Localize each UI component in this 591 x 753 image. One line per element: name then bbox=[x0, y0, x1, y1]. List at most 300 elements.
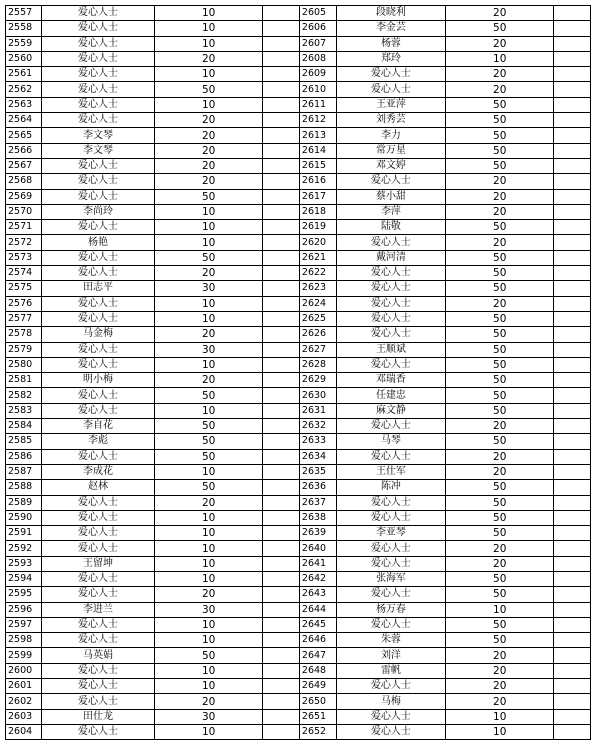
left-donor-name-cell: 李成花 bbox=[41, 464, 155, 479]
right-amount-cell: 20 bbox=[446, 204, 554, 219]
right-amount-cell: 20 bbox=[446, 556, 554, 571]
left-note-cell bbox=[263, 541, 300, 556]
right-amount-cell: 50 bbox=[446, 113, 554, 128]
right-note-cell bbox=[554, 633, 591, 648]
table-row bbox=[6, 21, 591, 36]
right-note-cell bbox=[554, 724, 591, 739]
table-row bbox=[6, 82, 591, 97]
left-donor-name-cell: 李文琴 bbox=[41, 128, 155, 143]
left-note-cell bbox=[263, 250, 300, 265]
table-row bbox=[6, 281, 591, 296]
right-amount-cell: 50 bbox=[446, 388, 554, 403]
right-amount-cell: 10 bbox=[446, 724, 554, 739]
left-serial-number-cell: 2592 bbox=[6, 541, 42, 556]
table-row bbox=[6, 587, 591, 602]
left-note-cell bbox=[263, 357, 300, 372]
table-row bbox=[6, 709, 591, 724]
table-row bbox=[6, 495, 591, 510]
right-note-cell bbox=[554, 679, 591, 694]
table-row bbox=[6, 174, 591, 189]
left-donor-name-cell: 赵林 bbox=[41, 480, 155, 495]
table-row bbox=[6, 97, 591, 112]
table-row bbox=[6, 724, 591, 739]
left-donor-name-cell: 马英娟 bbox=[41, 648, 155, 663]
left-serial-number-cell: 2604 bbox=[6, 724, 42, 739]
right-note-cell bbox=[554, 510, 591, 525]
left-donor-name-cell: 爱心人士 bbox=[41, 663, 155, 678]
right-serial-number-cell: 2642 bbox=[299, 571, 336, 586]
right-amount-cell: 10 bbox=[446, 51, 554, 66]
left-note-cell bbox=[263, 403, 300, 418]
left-donor-name-cell: 爱心人士 bbox=[41, 311, 155, 326]
left-amount-cell: 10 bbox=[155, 357, 263, 372]
right-donor-name-cell: 雷帆 bbox=[336, 663, 446, 678]
table-row bbox=[6, 663, 591, 678]
right-note-cell bbox=[554, 174, 591, 189]
left-amount-cell: 20 bbox=[155, 495, 263, 510]
left-donor-name-cell: 爱心人士 bbox=[41, 510, 155, 525]
right-note-cell bbox=[554, 403, 591, 418]
right-amount-cell: 50 bbox=[446, 250, 554, 265]
left-amount-cell: 20 bbox=[155, 327, 263, 342]
right-serial-number-cell: 2608 bbox=[299, 51, 336, 66]
table-row bbox=[6, 633, 591, 648]
left-donor-name-cell: 爱心人士 bbox=[41, 633, 155, 648]
right-serial-number-cell: 2652 bbox=[299, 724, 336, 739]
right-serial-number-cell: 2623 bbox=[299, 281, 336, 296]
table-row bbox=[6, 434, 591, 449]
left-amount-cell: 50 bbox=[155, 419, 263, 434]
right-amount-cell: 20 bbox=[446, 541, 554, 556]
left-donor-name-cell: 爱心人士 bbox=[41, 158, 155, 173]
left-donor-name-cell: 爱心人士 bbox=[41, 220, 155, 235]
left-donor-name-cell: 爱心人士 bbox=[41, 189, 155, 204]
left-amount-cell: 10 bbox=[155, 633, 263, 648]
right-amount-cell: 20 bbox=[446, 36, 554, 51]
left-serial-number-cell: 2602 bbox=[6, 694, 42, 709]
left-note-cell bbox=[263, 281, 300, 296]
left-serial-number-cell: 2577 bbox=[6, 311, 42, 326]
left-note-cell bbox=[263, 510, 300, 525]
right-amount-cell: 50 bbox=[446, 21, 554, 36]
left-donor-name-cell: 爱心人士 bbox=[41, 296, 155, 311]
right-donor-name-cell: 李金芸 bbox=[336, 21, 446, 36]
left-amount-cell: 50 bbox=[155, 480, 263, 495]
right-note-cell bbox=[554, 709, 591, 724]
left-serial-number-cell: 2581 bbox=[6, 373, 42, 388]
right-note-cell bbox=[554, 21, 591, 36]
left-note-cell bbox=[263, 602, 300, 617]
donation-table bbox=[5, 5, 591, 740]
left-donor-name-cell: 爱心人士 bbox=[41, 388, 155, 403]
left-amount-cell: 50 bbox=[155, 388, 263, 403]
right-note-cell bbox=[554, 281, 591, 296]
left-note-cell bbox=[263, 449, 300, 464]
table-row bbox=[6, 113, 591, 128]
right-amount-cell: 50 bbox=[446, 220, 554, 235]
right-note-cell bbox=[554, 128, 591, 143]
right-amount-cell: 50 bbox=[446, 403, 554, 418]
left-amount-cell: 50 bbox=[155, 434, 263, 449]
table-row bbox=[6, 388, 591, 403]
left-donor-name-cell: 田仕龙 bbox=[41, 709, 155, 724]
right-note-cell bbox=[554, 617, 591, 632]
right-serial-number-cell: 2611 bbox=[299, 97, 336, 112]
right-amount-cell: 50 bbox=[446, 158, 554, 173]
right-donor-name-cell: 刘洋 bbox=[336, 648, 446, 663]
right-donor-name-cell: 爱心人士 bbox=[336, 709, 446, 724]
right-donor-name-cell: 段晓利 bbox=[336, 6, 446, 21]
table-row bbox=[6, 480, 591, 495]
right-note-cell bbox=[554, 266, 591, 281]
left-donor-name-cell: 爱心人士 bbox=[41, 250, 155, 265]
table-row bbox=[6, 143, 591, 158]
table-row bbox=[6, 617, 591, 632]
right-amount-cell: 50 bbox=[446, 327, 554, 342]
left-serial-number-cell: 2590 bbox=[6, 510, 42, 525]
table-row bbox=[6, 373, 591, 388]
left-serial-number-cell: 2563 bbox=[6, 97, 42, 112]
left-serial-number-cell: 2585 bbox=[6, 434, 42, 449]
left-amount-cell: 30 bbox=[155, 281, 263, 296]
left-amount-cell: 10 bbox=[155, 556, 263, 571]
right-serial-number-cell: 2622 bbox=[299, 266, 336, 281]
right-serial-number-cell: 2636 bbox=[299, 480, 336, 495]
left-serial-number-cell: 2593 bbox=[6, 556, 42, 571]
left-amount-cell: 20 bbox=[155, 174, 263, 189]
right-amount-cell: 50 bbox=[446, 480, 554, 495]
right-amount-cell: 50 bbox=[446, 434, 554, 449]
right-amount-cell: 20 bbox=[446, 449, 554, 464]
right-donor-name-cell: 爱心人士 bbox=[336, 235, 446, 250]
table-row bbox=[6, 189, 591, 204]
left-amount-cell: 50 bbox=[155, 250, 263, 265]
right-note-cell bbox=[554, 419, 591, 434]
right-serial-number-cell: 2630 bbox=[299, 388, 336, 403]
right-donor-name-cell: 爱心人士 bbox=[336, 67, 446, 82]
left-serial-number-cell: 2591 bbox=[6, 526, 42, 541]
right-note-cell bbox=[554, 342, 591, 357]
right-amount-cell: 50 bbox=[446, 357, 554, 372]
right-note-cell bbox=[554, 311, 591, 326]
left-note-cell bbox=[263, 419, 300, 434]
left-serial-number-cell: 2583 bbox=[6, 403, 42, 418]
right-donor-name-cell: 爱心人士 bbox=[336, 357, 446, 372]
right-donor-name-cell: 爱心人士 bbox=[336, 556, 446, 571]
left-donor-name-cell: 爱心人士 bbox=[41, 113, 155, 128]
left-serial-number-cell: 2574 bbox=[6, 266, 42, 281]
right-amount-cell: 20 bbox=[446, 694, 554, 709]
right-serial-number-cell: 2650 bbox=[299, 694, 336, 709]
left-note-cell bbox=[263, 480, 300, 495]
right-amount-cell: 50 bbox=[446, 311, 554, 326]
left-note-cell bbox=[263, 266, 300, 281]
left-serial-number-cell: 2600 bbox=[6, 663, 42, 678]
left-amount-cell: 20 bbox=[155, 128, 263, 143]
right-serial-number-cell: 2614 bbox=[299, 143, 336, 158]
table-row bbox=[6, 526, 591, 541]
left-amount-cell: 20 bbox=[155, 143, 263, 158]
right-donor-name-cell: 张海军 bbox=[336, 571, 446, 586]
right-note-cell bbox=[554, 51, 591, 66]
right-donor-name-cell: 爱心人士 bbox=[336, 174, 446, 189]
left-donor-name-cell: 李进兰 bbox=[41, 602, 155, 617]
right-donor-name-cell: 马梅 bbox=[336, 694, 446, 709]
left-serial-number-cell: 2599 bbox=[6, 648, 42, 663]
right-donor-name-cell: 爱心人士 bbox=[336, 617, 446, 632]
left-serial-number-cell: 2566 bbox=[6, 143, 42, 158]
left-serial-number-cell: 2564 bbox=[6, 113, 42, 128]
left-serial-number-cell: 2576 bbox=[6, 296, 42, 311]
left-serial-number-cell: 2598 bbox=[6, 633, 42, 648]
left-donor-name-cell: 杨艳 bbox=[41, 235, 155, 250]
left-donor-name-cell: 爱心人士 bbox=[41, 495, 155, 510]
table-row bbox=[6, 602, 591, 617]
right-serial-number-cell: 2632 bbox=[299, 419, 336, 434]
right-note-cell bbox=[554, 571, 591, 586]
right-note-cell bbox=[554, 464, 591, 479]
left-note-cell bbox=[263, 82, 300, 97]
right-donor-name-cell: 爱心人士 bbox=[336, 495, 446, 510]
right-note-cell bbox=[554, 67, 591, 82]
left-note-cell bbox=[263, 143, 300, 158]
right-donor-name-cell: 常万星 bbox=[336, 143, 446, 158]
left-donor-name-cell: 马金梅 bbox=[41, 327, 155, 342]
right-serial-number-cell: 2616 bbox=[299, 174, 336, 189]
right-donor-name-cell: 杨万春 bbox=[336, 602, 446, 617]
right-donor-name-cell: 爱心人士 bbox=[336, 281, 446, 296]
right-serial-number-cell: 2605 bbox=[299, 6, 336, 21]
left-serial-number-cell: 2570 bbox=[6, 204, 42, 219]
right-amount-cell: 50 bbox=[446, 266, 554, 281]
left-donor-name-cell: 爱心人士 bbox=[41, 342, 155, 357]
left-amount-cell: 10 bbox=[155, 67, 263, 82]
table-row bbox=[6, 158, 591, 173]
left-note-cell bbox=[263, 158, 300, 173]
left-serial-number-cell: 2562 bbox=[6, 82, 42, 97]
right-donor-name-cell: 麻文静 bbox=[336, 403, 446, 418]
left-donor-name-cell: 爱心人士 bbox=[41, 587, 155, 602]
right-serial-number-cell: 2644 bbox=[299, 602, 336, 617]
right-note-cell bbox=[554, 480, 591, 495]
left-note-cell bbox=[263, 556, 300, 571]
right-serial-number-cell: 2615 bbox=[299, 158, 336, 173]
right-amount-cell: 50 bbox=[446, 97, 554, 112]
left-note-cell bbox=[263, 6, 300, 21]
left-note-cell bbox=[263, 128, 300, 143]
right-serial-number-cell: 2627 bbox=[299, 342, 336, 357]
table-row bbox=[6, 403, 591, 418]
left-donor-name-cell: 李彪 bbox=[41, 434, 155, 449]
left-note-cell bbox=[263, 587, 300, 602]
left-serial-number-cell: 2557 bbox=[6, 6, 42, 21]
table-row bbox=[6, 342, 591, 357]
left-amount-cell: 20 bbox=[155, 587, 263, 602]
left-serial-number-cell: 2569 bbox=[6, 189, 42, 204]
right-note-cell bbox=[554, 158, 591, 173]
right-amount-cell: 20 bbox=[446, 464, 554, 479]
left-note-cell bbox=[263, 617, 300, 632]
table-row bbox=[6, 327, 591, 342]
left-donor-name-cell: 李文琴 bbox=[41, 143, 155, 158]
left-note-cell bbox=[263, 327, 300, 342]
right-amount-cell: 20 bbox=[446, 235, 554, 250]
left-serial-number-cell: 2579 bbox=[6, 342, 42, 357]
left-donor-name-cell: 李自花 bbox=[41, 419, 155, 434]
right-serial-number-cell: 2626 bbox=[299, 327, 336, 342]
left-amount-cell: 10 bbox=[155, 571, 263, 586]
table-row bbox=[6, 204, 591, 219]
left-note-cell bbox=[263, 526, 300, 541]
left-serial-number-cell: 2603 bbox=[6, 709, 42, 724]
right-note-cell bbox=[554, 327, 591, 342]
left-note-cell bbox=[263, 189, 300, 204]
left-amount-cell: 10 bbox=[155, 526, 263, 541]
right-amount-cell: 10 bbox=[446, 709, 554, 724]
left-donor-name-cell: 爱心人士 bbox=[41, 541, 155, 556]
left-serial-number-cell: 2588 bbox=[6, 480, 42, 495]
right-donor-name-cell: 爱心人士 bbox=[336, 419, 446, 434]
right-amount-cell: 50 bbox=[446, 342, 554, 357]
table-row bbox=[6, 220, 591, 235]
right-note-cell bbox=[554, 434, 591, 449]
right-note-cell bbox=[554, 541, 591, 556]
table-row bbox=[6, 36, 591, 51]
left-donor-name-cell: 爱心人士 bbox=[41, 694, 155, 709]
right-amount-cell: 50 bbox=[446, 633, 554, 648]
left-serial-number-cell: 2589 bbox=[6, 495, 42, 510]
right-serial-number-cell: 2619 bbox=[299, 220, 336, 235]
left-donor-name-cell: 爱心人士 bbox=[41, 449, 155, 464]
table-row bbox=[6, 357, 591, 372]
left-serial-number-cell: 2594 bbox=[6, 571, 42, 586]
right-note-cell bbox=[554, 556, 591, 571]
table-row bbox=[6, 419, 591, 434]
right-note-cell bbox=[554, 250, 591, 265]
right-amount-cell: 20 bbox=[446, 648, 554, 663]
left-amount-cell: 20 bbox=[155, 694, 263, 709]
left-amount-cell: 10 bbox=[155, 541, 263, 556]
right-amount-cell: 50 bbox=[446, 526, 554, 541]
left-serial-number-cell: 2587 bbox=[6, 464, 42, 479]
left-donor-name-cell: 爱心人士 bbox=[41, 82, 155, 97]
left-serial-number-cell: 2578 bbox=[6, 327, 42, 342]
left-note-cell bbox=[263, 311, 300, 326]
right-note-cell bbox=[554, 602, 591, 617]
right-serial-number-cell: 2641 bbox=[299, 556, 336, 571]
right-serial-number-cell: 2606 bbox=[299, 21, 336, 36]
right-note-cell bbox=[554, 296, 591, 311]
right-serial-number-cell: 2638 bbox=[299, 510, 336, 525]
table-row bbox=[6, 311, 591, 326]
right-note-cell bbox=[554, 204, 591, 219]
left-amount-cell: 10 bbox=[155, 6, 263, 21]
right-note-cell bbox=[554, 663, 591, 678]
right-amount-cell: 20 bbox=[446, 189, 554, 204]
left-serial-number-cell: 2586 bbox=[6, 449, 42, 464]
left-amount-cell: 10 bbox=[155, 296, 263, 311]
table-row bbox=[6, 449, 591, 464]
right-donor-name-cell: 邓文婷 bbox=[336, 158, 446, 173]
left-amount-cell: 20 bbox=[155, 373, 263, 388]
right-serial-number-cell: 2629 bbox=[299, 373, 336, 388]
left-serial-number-cell: 2573 bbox=[6, 250, 42, 265]
left-amount-cell: 10 bbox=[155, 220, 263, 235]
right-amount-cell: 20 bbox=[446, 679, 554, 694]
right-serial-number-cell: 2635 bbox=[299, 464, 336, 479]
right-serial-number-cell: 2621 bbox=[299, 250, 336, 265]
left-donor-name-cell: 爱心人士 bbox=[41, 526, 155, 541]
left-amount-cell: 20 bbox=[155, 51, 263, 66]
table-row bbox=[6, 250, 591, 265]
right-serial-number-cell: 2647 bbox=[299, 648, 336, 663]
left-amount-cell: 10 bbox=[155, 97, 263, 112]
right-donor-name-cell: 任建忠 bbox=[336, 388, 446, 403]
left-donor-name-cell: 爱心人士 bbox=[41, 36, 155, 51]
left-donor-name-cell: 明小梅 bbox=[41, 373, 155, 388]
right-note-cell bbox=[554, 113, 591, 128]
right-serial-number-cell: 2651 bbox=[299, 709, 336, 724]
right-amount-cell: 20 bbox=[446, 67, 554, 82]
left-note-cell bbox=[263, 694, 300, 709]
table-row bbox=[6, 571, 591, 586]
right-donor-name-cell: 王顺斌 bbox=[336, 342, 446, 357]
right-donor-name-cell: 王仕军 bbox=[336, 464, 446, 479]
right-donor-name-cell: 刘秀芸 bbox=[336, 113, 446, 128]
left-donor-name-cell: 王留坤 bbox=[41, 556, 155, 571]
right-note-cell bbox=[554, 526, 591, 541]
table-row bbox=[6, 679, 591, 694]
left-note-cell bbox=[263, 724, 300, 739]
left-note-cell bbox=[263, 633, 300, 648]
right-amount-cell: 50 bbox=[446, 510, 554, 525]
right-serial-number-cell: 2620 bbox=[299, 235, 336, 250]
left-serial-number-cell: 2559 bbox=[6, 36, 42, 51]
right-amount-cell: 50 bbox=[446, 587, 554, 602]
right-donor-name-cell: 爱心人士 bbox=[336, 327, 446, 342]
left-serial-number-cell: 2595 bbox=[6, 587, 42, 602]
right-serial-number-cell: 2640 bbox=[299, 541, 336, 556]
left-donor-name-cell: 爱心人士 bbox=[41, 51, 155, 66]
right-donor-name-cell: 爱心人士 bbox=[336, 587, 446, 602]
right-donor-name-cell: 陈冲 bbox=[336, 480, 446, 495]
right-note-cell bbox=[554, 36, 591, 51]
left-note-cell bbox=[263, 679, 300, 694]
right-note-cell bbox=[554, 373, 591, 388]
right-donor-name-cell: 李亚琴 bbox=[336, 526, 446, 541]
right-note-cell bbox=[554, 694, 591, 709]
table-row bbox=[6, 556, 591, 571]
right-donor-name-cell: 爱心人士 bbox=[336, 296, 446, 311]
left-note-cell bbox=[263, 495, 300, 510]
left-donor-name-cell: 爱心人士 bbox=[41, 357, 155, 372]
left-note-cell bbox=[263, 434, 300, 449]
table-row bbox=[6, 510, 591, 525]
right-donor-name-cell: 爱心人士 bbox=[336, 266, 446, 281]
right-amount-cell: 50 bbox=[446, 495, 554, 510]
right-donor-name-cell: 陆敬 bbox=[336, 220, 446, 235]
right-amount-cell: 20 bbox=[446, 174, 554, 189]
left-serial-number-cell: 2565 bbox=[6, 128, 42, 143]
right-serial-number-cell: 2648 bbox=[299, 663, 336, 678]
right-donor-name-cell: 爱心人士 bbox=[336, 449, 446, 464]
right-donor-name-cell: 爱心人士 bbox=[336, 82, 446, 97]
right-donor-name-cell: 杨蓉 bbox=[336, 36, 446, 51]
right-donor-name-cell: 爱心人士 bbox=[336, 311, 446, 326]
left-amount-cell: 10 bbox=[155, 204, 263, 219]
right-amount-cell: 50 bbox=[446, 373, 554, 388]
right-donor-name-cell: 马琴 bbox=[336, 434, 446, 449]
